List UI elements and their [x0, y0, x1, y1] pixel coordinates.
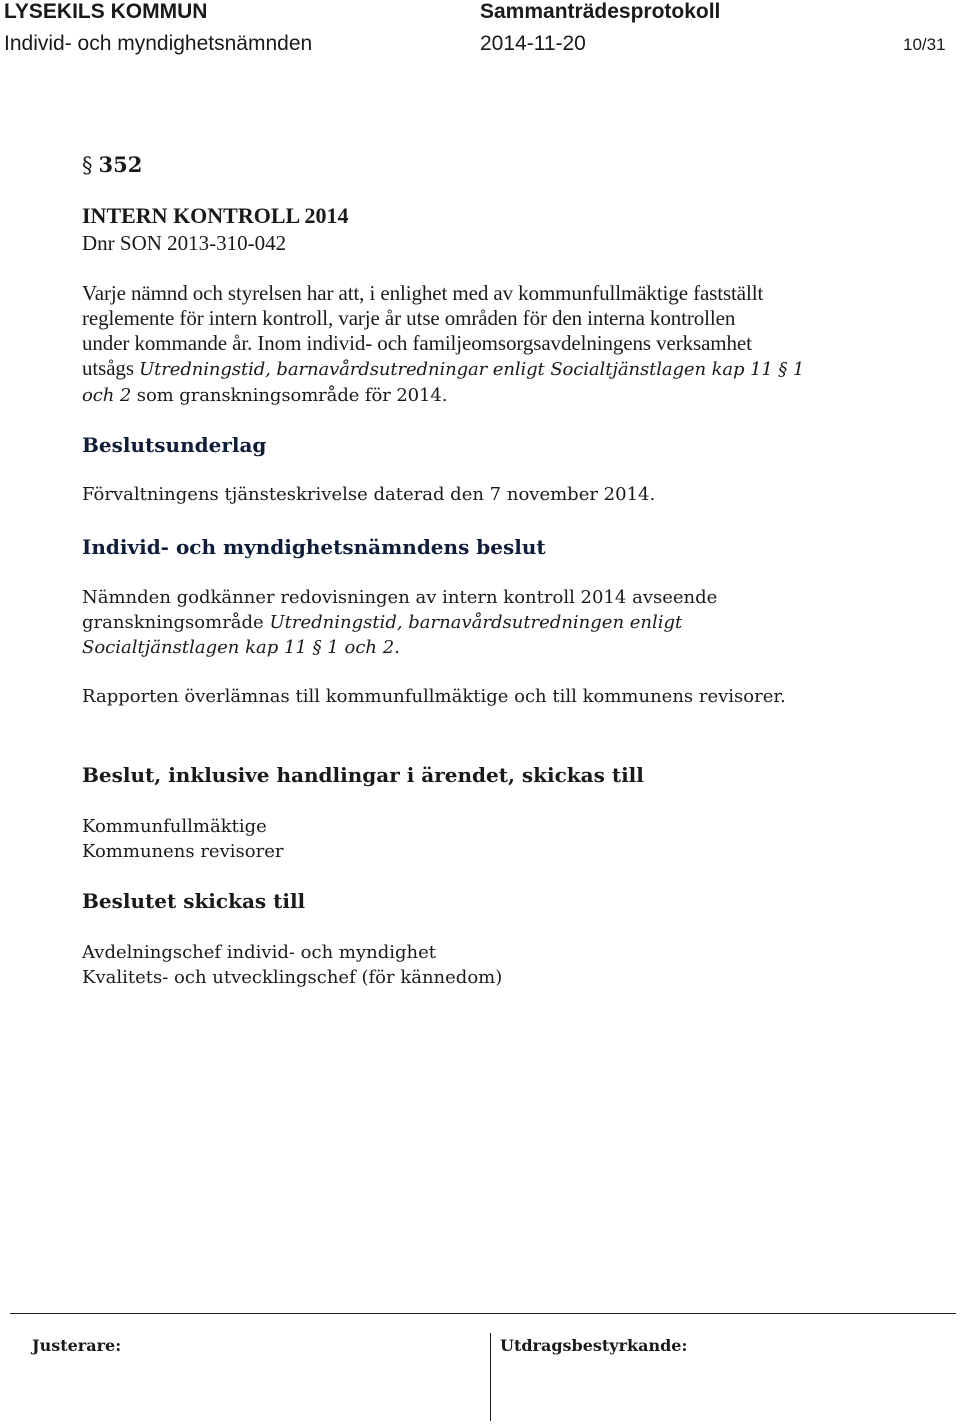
case-reference: Dnr SON 2013-310-042 — [82, 231, 287, 255]
footer-column-divider — [490, 1333, 491, 1421]
intro-text-span: som granskningsområde för 2014. — [131, 385, 448, 406]
intro-line — [82, 356, 882, 382]
footer-certification-label: Utdragsbestyrkande: — [500, 1336, 688, 1355]
paragraph-number — [82, 152, 142, 177]
decision-line: Nämnden godkänner redovisningen av intern kontroll 2014 avseende — [82, 587, 718, 608]
decision-text — [82, 585, 902, 660]
sent-with-heading: Beslut, inklusive handlingar i ärendet, skickas till — [82, 763, 644, 787]
sent-with-list — [82, 814, 283, 864]
intro-line: Varje nämnd och styrelsen har att, i enlighet med av kommunfullmäktige fastställt — [82, 281, 764, 305]
decision-heading: Individ- och myndighetsnämndens beslut — [82, 535, 546, 559]
decision-text-span: . — [394, 637, 400, 658]
report-text: Rapporten överlämnas till kommunfullmäktige och till kommunens revisorer. — [82, 686, 786, 707]
sent-heading: Beslutet skickas till — [82, 889, 306, 913]
meeting-date: 2014-11-20 — [480, 32, 586, 55]
intro-line — [82, 382, 882, 408]
organization-name: LYSEKILS KOMMUN — [4, 0, 208, 23]
intro-italic-span: och 2 — [82, 385, 132, 406]
recipient-item: Kommunens revisorer — [82, 841, 284, 862]
intro-line: under kommande år. Inom individ- och familjeomsorgsavdelningens verksamhet — [82, 331, 752, 355]
page-number: 10/31 — [903, 35, 946, 54]
basis-text: Förvaltningens tjänsteskrivelse daterad den 7 november 2014. — [82, 484, 656, 505]
intro-text — [82, 281, 882, 408]
recipient-item: Avdelningschef individ- och myndighet — [82, 942, 437, 963]
intro-line: reglemente för intern kontroll, varje år utse områden för den interna kontrollen — [82, 306, 736, 330]
decision-italic-span: Socialtjänstlagen kap 11 § 1 och 2 — [82, 637, 395, 658]
intro-text-span: utsågs — [82, 356, 140, 380]
decision-italic-span: Utredningstid, barnavårdsutredningen enligt — [269, 612, 683, 633]
section-symbol: § — [82, 153, 93, 177]
decision-text-span: granskningsområde — [82, 612, 270, 633]
board-name: Individ- och myndighetsnämnden — [4, 32, 313, 55]
footer-divider — [10, 1313, 956, 1314]
intro-italic-span: Utredningstid, barnavårdsutredningar enligt Socialtjänstlagen kap 11 § 1 — [139, 359, 805, 380]
basis-heading: Beslutsunderlag — [82, 433, 267, 457]
recipient-item: Kommunfullmäktige — [82, 816, 267, 837]
case-title: INTERN KONTROLL 2014 — [82, 203, 349, 228]
recipient-item: Kvalitets- och utvecklingschef (för kännedom) — [82, 967, 503, 988]
decision-line — [82, 635, 902, 660]
footer-adjuster-label: Justerare: — [32, 1336, 122, 1355]
paragraph-number-value: 352 — [98, 152, 143, 177]
document-type: Sammanträdesprotokoll — [480, 0, 721, 23]
sent-list — [82, 940, 502, 990]
decision-line — [82, 610, 902, 635]
